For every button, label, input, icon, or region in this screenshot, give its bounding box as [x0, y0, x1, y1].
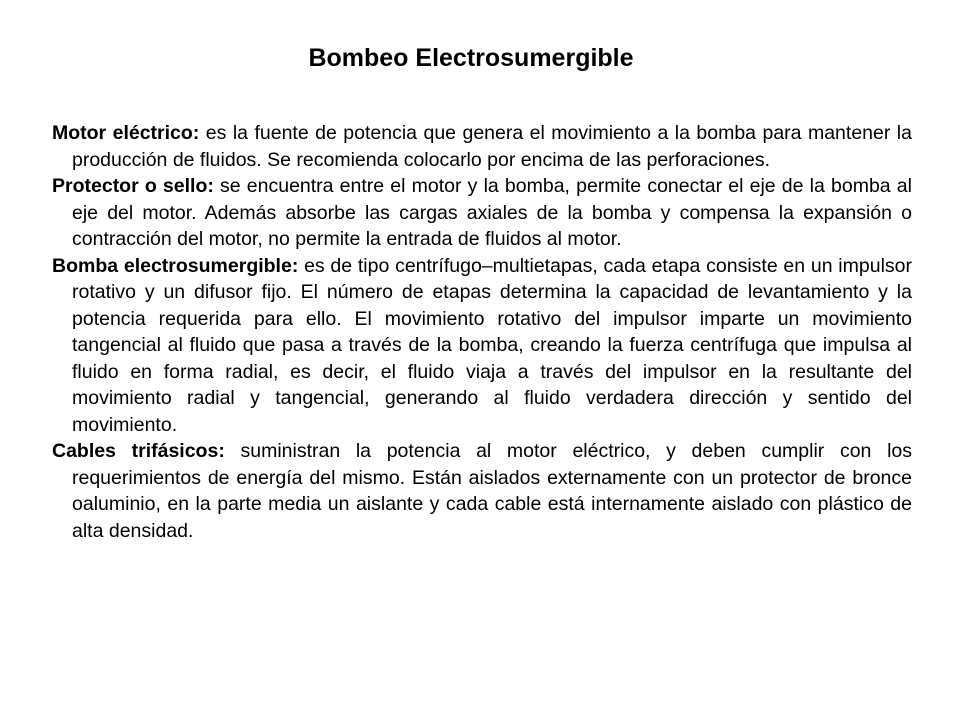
paragraph-text: se encuentra entre el motor y la bomba, permite conectar el eje de la bomba al eje del motor. Además absorbe las cargas axiales de la bomba y compensa la expansión o contracción del motor, no permite la entrada de fluidos al motor.: [72, 175, 912, 250]
paragraph-term: Protector o sello:: [52, 175, 214, 197]
paragraph-term: Cables trifásicos:: [52, 440, 225, 462]
paragraph-text: suministran la potencia al motor eléctrico, y deben cumplir con los requerimientos de energía del mismo. Están aislados externamente con un protector de bronce oaluminio, en la parte media un aislante y cada cable está internamente aislado con plástico de alta densidad.: [72, 440, 912, 542]
paragraph-protector-o-sello: [52, 173, 912, 253]
paragraph-term: Motor eléctrico:: [52, 122, 200, 144]
paragraph-term: Bomba electrosumergible:: [52, 254, 299, 277]
paragraph-bomba-electrosumergible: [52, 253, 912, 439]
paragraph-text: es de tipo centrífugo–multietapas, cada etapa consiste en un impulsor rotativo y un difusor fijo. El número de etapas determina la capacidad de levantamiento y la potencia requerida para ello. El movimiento rotativo del impulsor imparte un movimiento tangencial al fluido que pasa a través de la bomba, creando la fuerza centrífuga que impulsa al fluido en forma radial, es decir, el fluido viaja a través del impulsor en la resultante del movimiento radial y tangencial, generando al fluido verdadera dirección y sentido del movimiento.: [72, 254, 912, 436]
slide-title: Bombeo Electrosumergible: [308, 44, 634, 72]
paragraph-cables-trifasicos: [52, 438, 912, 544]
paragraph-motor-electrico: [52, 120, 912, 173]
paragraph-text: es la fuente de potencia que genera el movimiento a la bomba para mantener la producción de fluidos. Se recomienda colocarlo por encima de las perforaciones.: [72, 122, 912, 171]
slide-body: [52, 120, 912, 544]
